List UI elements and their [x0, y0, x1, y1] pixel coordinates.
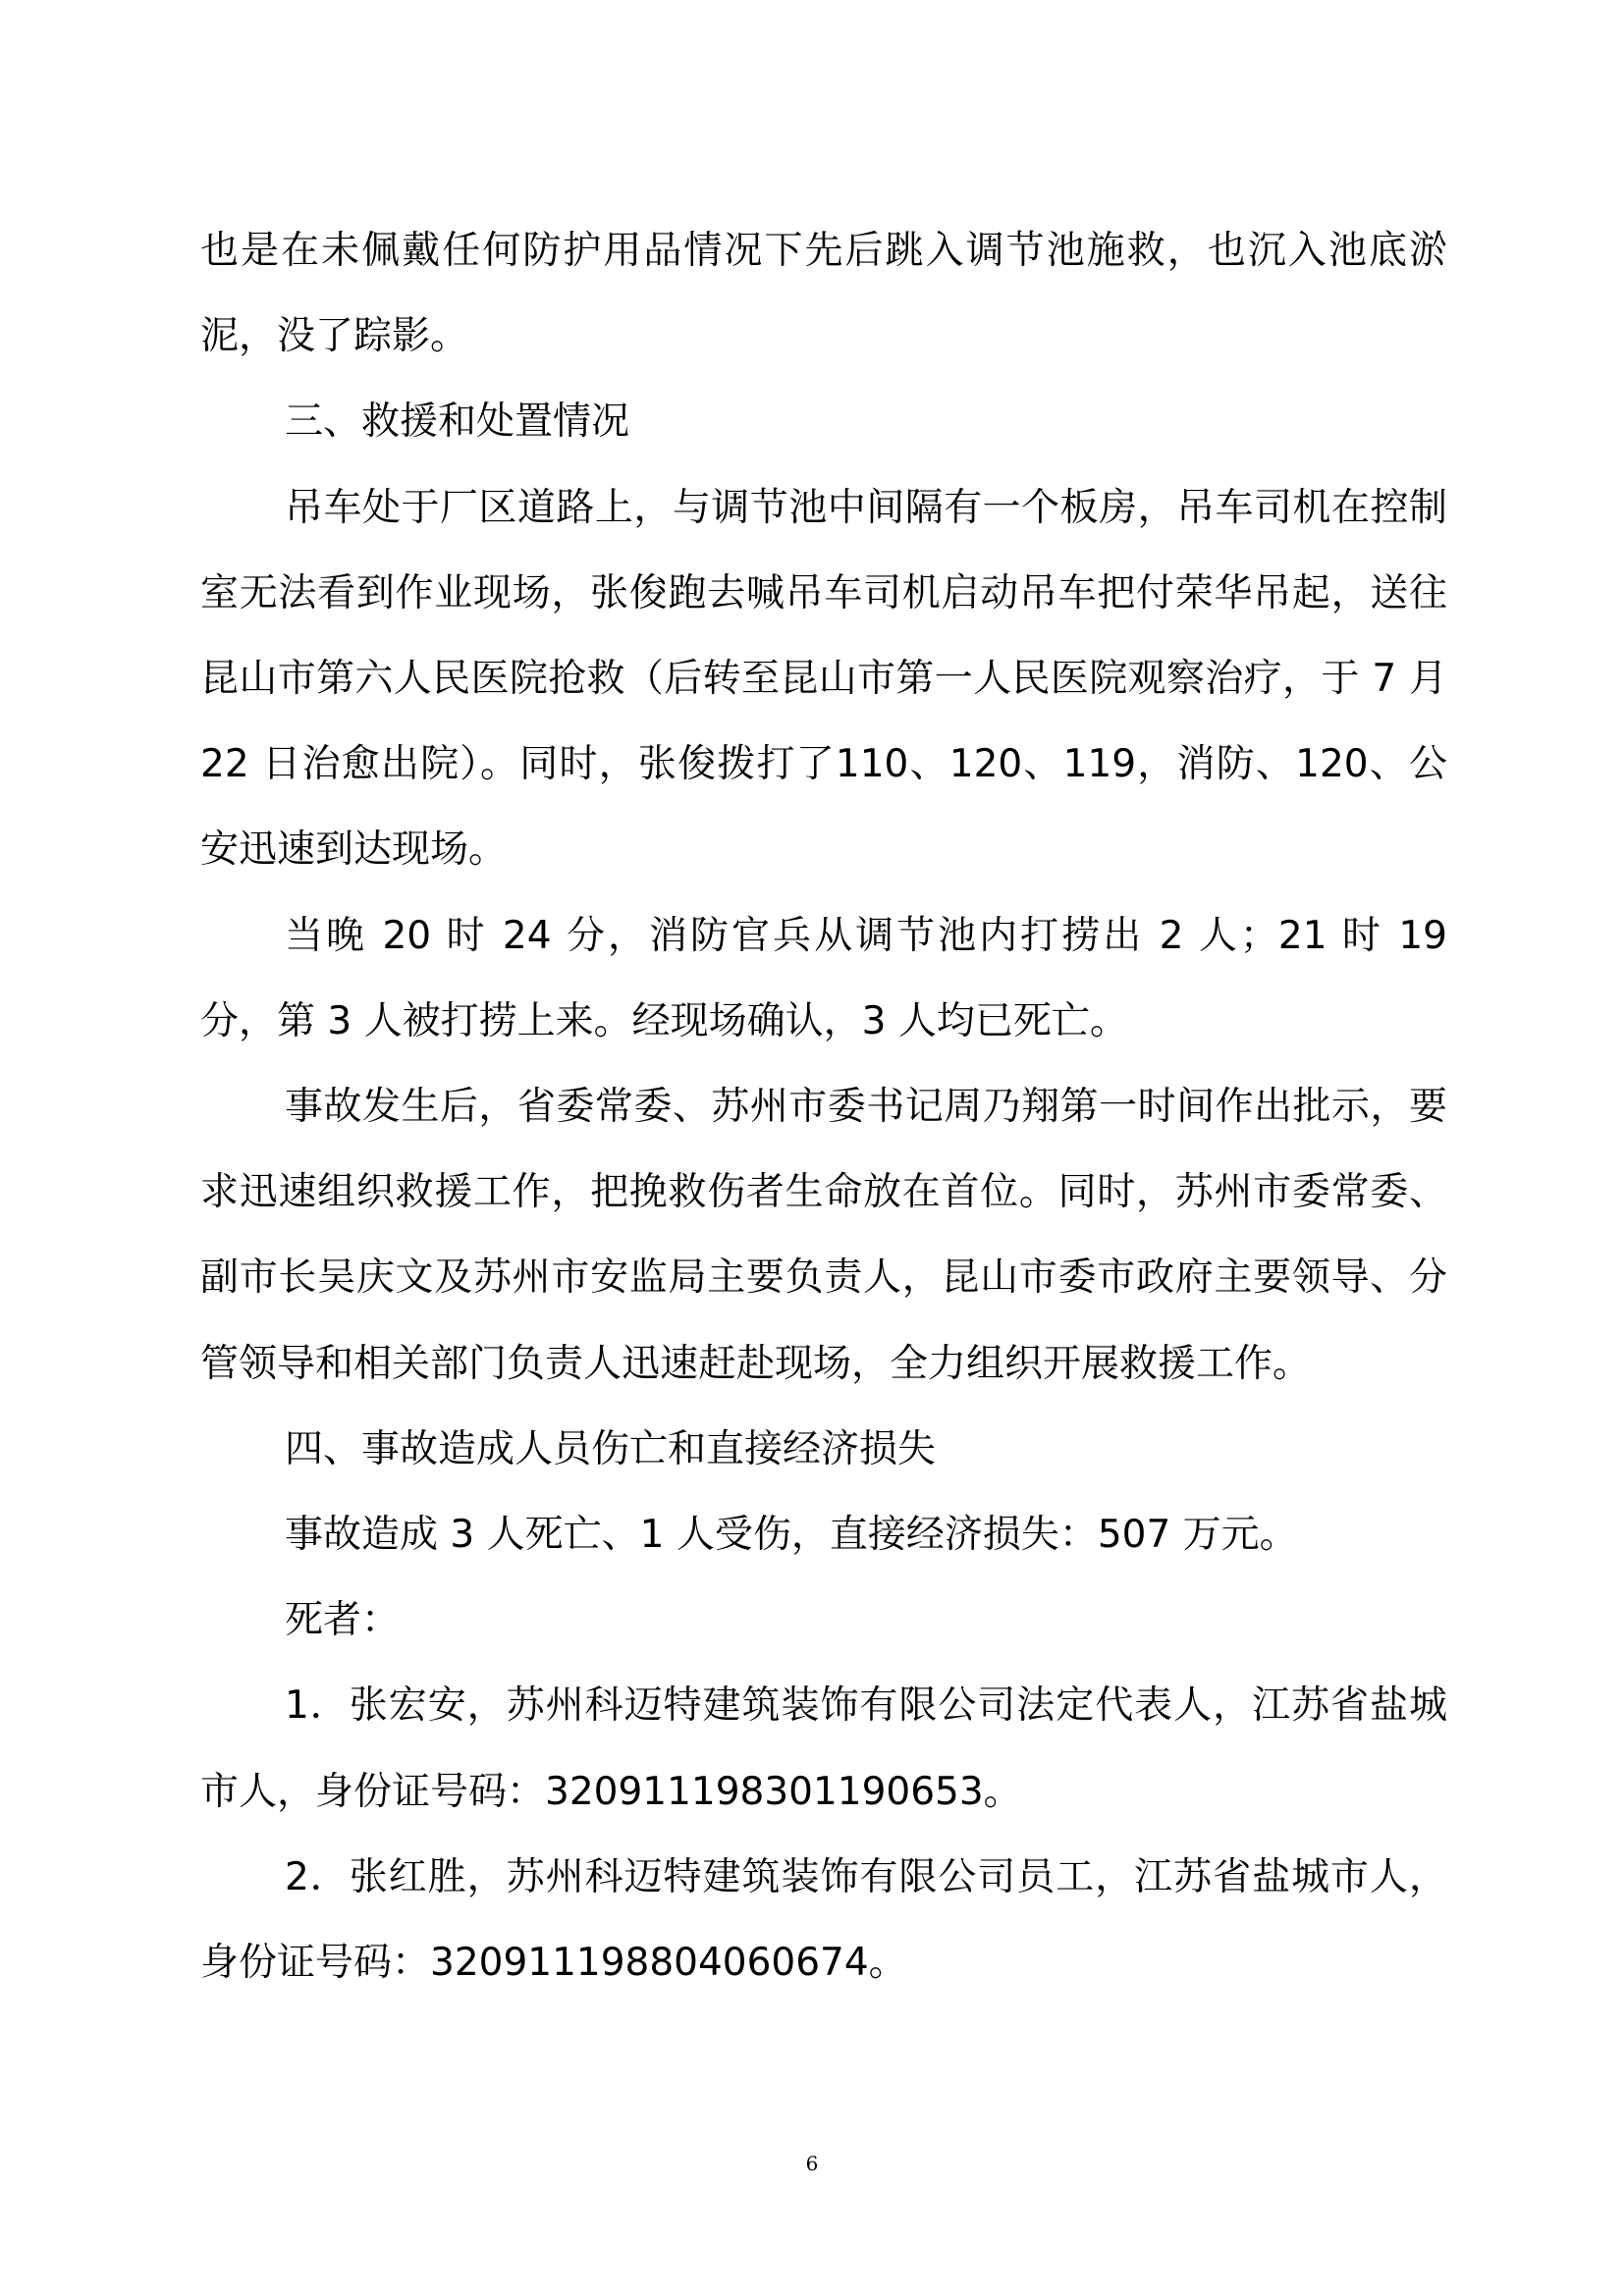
section-heading-casualties: 四、事故造成人员伤亡和直接经济损失	[285, 1426, 937, 1471]
page-number: 6	[805, 2152, 819, 2175]
paragraph-recovery-time: 当晚 20 时 24 分，消防官兵从调节池内打捞出 2 人；21 时 19 分，第 3 人被打捞上来。经现场确认，3 人均已死亡。	[200, 913, 1447, 1043]
paragraph-crane-rescue: 吊车处于厂区道路上，与调节池中间隔有一个板房，吊车司机在控制室无法看到作业现场，张俊跑去喊吊车司机启动吊车把付荣华吊起，送往昆山市第六人民医院抢救（后转至昆山市第一人民医院观察治疗，于 7 月 22 日治愈出院）。同时，张俊拨打了110、120、119，消防、120、公安迅速到达现场。	[200, 485, 1447, 873]
paragraph-leadership-response: 事故发生后，省委常委、苏州市委书记周乃翔第一时间作出批示，要求迅速组织救援工作，把挽救伤者生命放在首位。同时，苏州市委常委、副市长吴庆文及苏州市安监局主要负责人，昆山市委市政府主要领导、分管领导和相关部门负责人迅速赶赴现场，全力组织开展救援工作。	[200, 1085, 1447, 1386]
document-body	[200, 208, 1447, 2005]
section-heading-rescue: 三、救援和处置情况	[285, 400, 630, 445]
paragraph-rescuers-sank: 也是在未佩戴任何防护用品情况下先后跳入调节池施救，也沉入池底淤泥，没了踪影。	[200, 229, 1447, 359]
label-deceased: 死者：	[285, 1598, 401, 1643]
list-item-deceased-1: 1．张宏安，苏州科迈特建筑装饰有限公司法定代表人，江苏省盐城市人，身份证号码：320911198301190653。	[200, 1683, 1447, 1814]
list-item-deceased-2: 2．张红胜，苏州科迈特建筑装饰有限公司员工，江苏省盐城市人，身份证号码：320911198804060674。	[200, 1854, 1447, 1986]
paragraph-losses: 事故造成 3 人死亡、1 人受伤，直接经济损失：507 万元。	[285, 1513, 1298, 1558]
